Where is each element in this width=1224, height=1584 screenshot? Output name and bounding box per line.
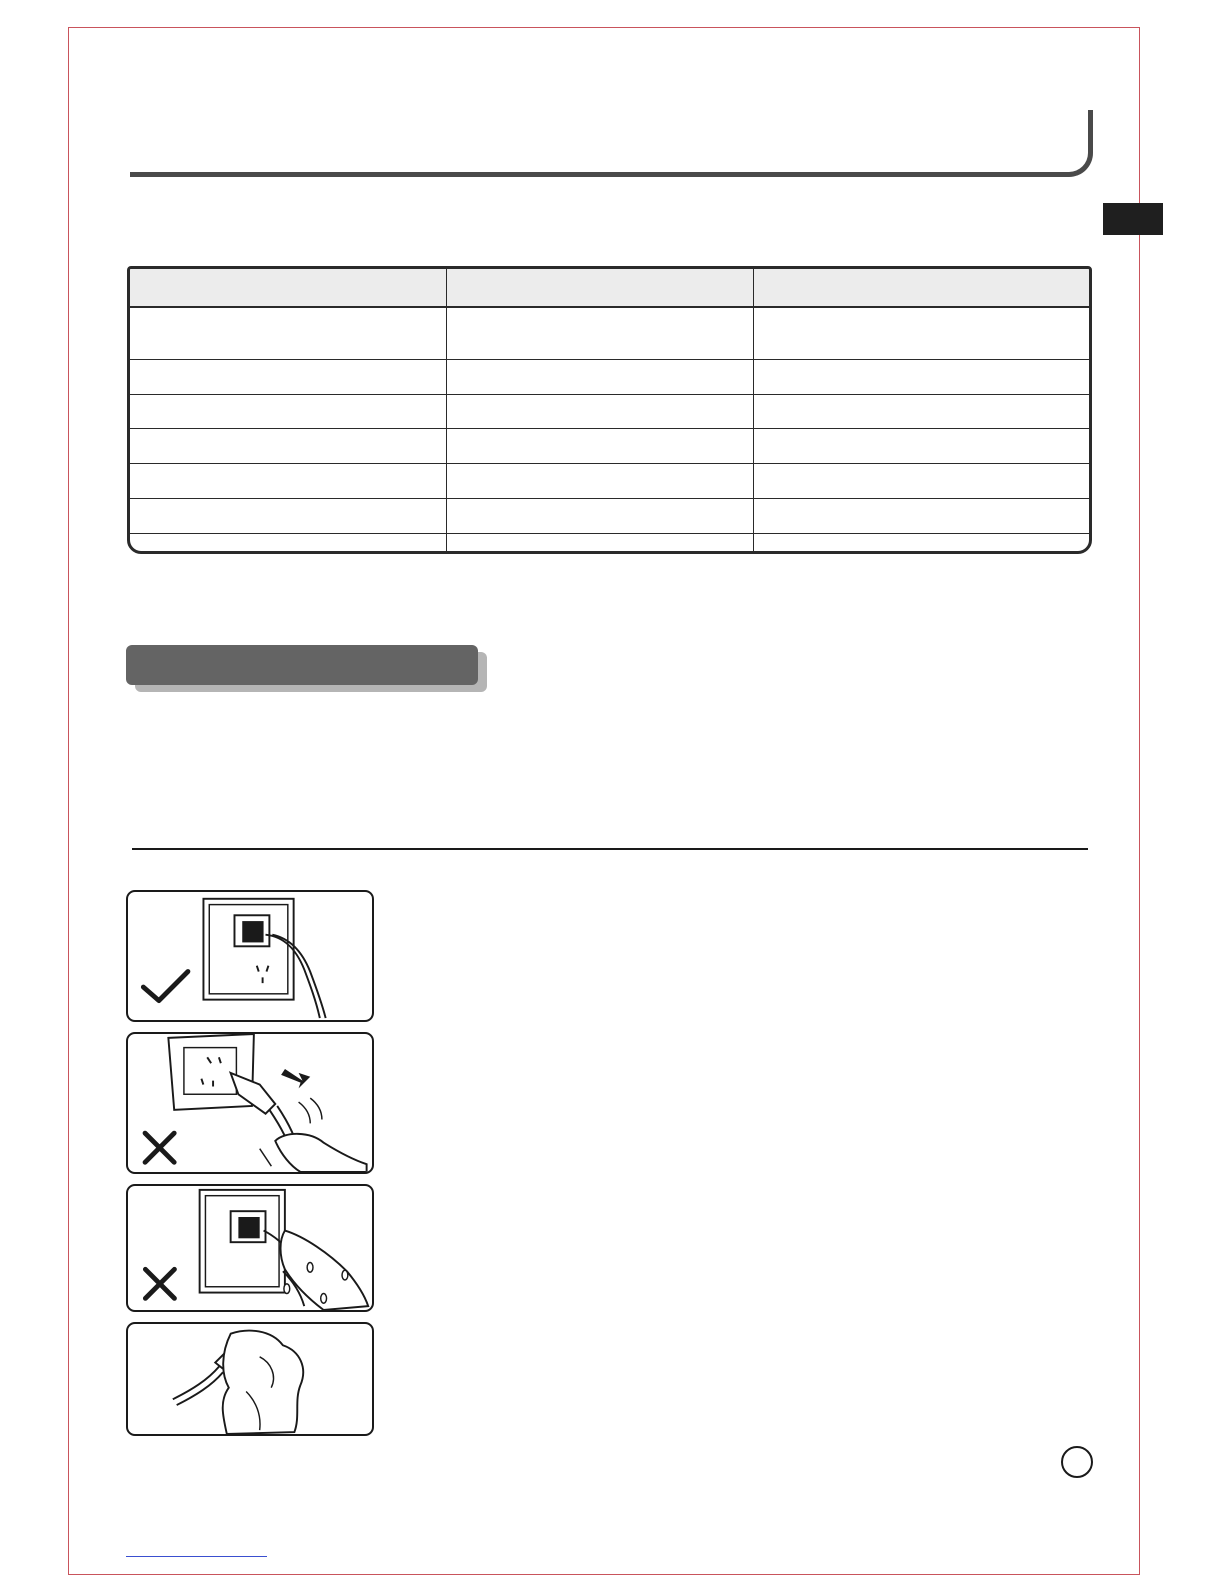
table-row (130, 429, 1089, 464)
table-cell (753, 464, 1089, 499)
table-cell (446, 464, 753, 499)
table-cell (446, 307, 753, 359)
table-cell (753, 429, 1089, 464)
table-cell (446, 499, 753, 534)
wiping-plug-icon (128, 1324, 372, 1434)
table-cell (753, 534, 1089, 552)
illustration-panel-wet-hands (126, 1184, 374, 1312)
pulling-cord-icon (128, 1034, 372, 1172)
table-cell (446, 429, 753, 464)
header-rule (130, 110, 1093, 177)
table-cell (446, 359, 753, 394)
table-header-cell (446, 269, 753, 307)
table-cell (130, 359, 446, 394)
illustration-panel-correct-plug (126, 890, 374, 1022)
cross-icon (145, 1133, 174, 1162)
plug-inserted-icon (128, 892, 372, 1020)
table-header-cell (753, 269, 1089, 307)
table-cell (446, 534, 753, 552)
table-row (130, 394, 1089, 429)
footer-link-underline (126, 1556, 267, 1557)
section-heading-bar (126, 645, 478, 685)
table-row (130, 499, 1089, 534)
illustration-panel-wipe-plug (126, 1322, 374, 1436)
table-cell (130, 394, 446, 429)
section-divider (132, 848, 1088, 850)
specification-table (127, 266, 1092, 554)
table-row (130, 307, 1089, 359)
page-number-circle (1061, 1446, 1093, 1478)
table-cell (130, 464, 446, 499)
table-row (130, 464, 1089, 499)
cross-icon (145, 1269, 174, 1298)
wet-hands-plug-icon (128, 1186, 372, 1310)
table-cell (753, 394, 1089, 429)
table-cell (130, 429, 446, 464)
table-cell (446, 394, 753, 429)
table-cell (753, 359, 1089, 394)
table-header-row (130, 269, 1089, 307)
table-row (130, 359, 1089, 394)
illustration-panel-pull-cord (126, 1032, 374, 1174)
section-tab-marker (1103, 203, 1163, 235)
table-cell (130, 307, 446, 359)
table-cell (753, 307, 1089, 359)
table-cell (753, 499, 1089, 534)
table-cell (130, 534, 446, 552)
table-cell (130, 499, 446, 534)
table-row (130, 534, 1089, 552)
check-icon (143, 972, 188, 1001)
table-header-cell (130, 269, 446, 307)
